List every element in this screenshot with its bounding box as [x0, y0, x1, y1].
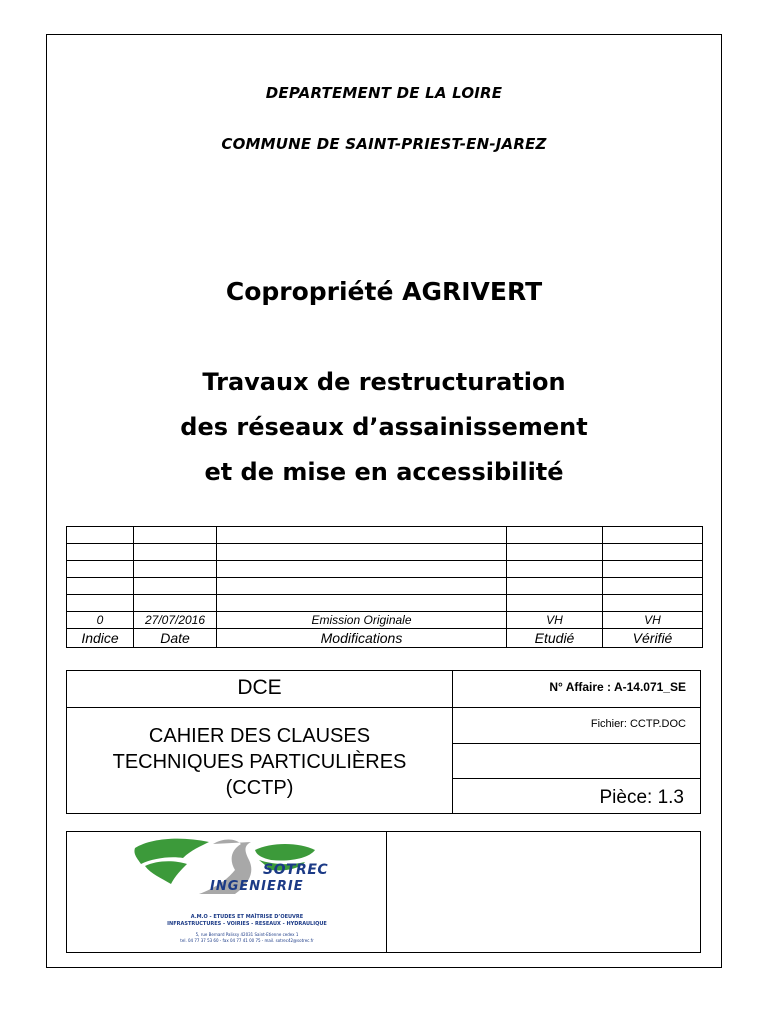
revision-empty-row: [67, 578, 703, 595]
divider: [67, 707, 700, 708]
logo-tagline: A.M.O - ETUDES ET MAÎTRISE D’OEUVRE: [190, 914, 304, 920]
subtitle-line-2: des réseaux d’assainissement: [180, 413, 588, 441]
revision-header-row: [67, 629, 703, 648]
revision-etudie: VH: [507, 612, 603, 629]
logo-address: 5, rue Bernard Palissy 42031 Saint-Etienne cedex 1: [195, 932, 299, 937]
divider: [386, 832, 387, 952]
document-type: [67, 723, 452, 801]
document-type-line-1: CAHIER DES CLAUSES: [148, 725, 371, 747]
logo-brand-sotrec: SOTREC: [263, 862, 329, 878]
piece-number: Pièce: 1.3: [599, 787, 684, 808]
revision-row: [67, 612, 703, 629]
file-name: Fichier: CCTP.DOC: [590, 718, 686, 730]
project-title: Copropriété AGRIVERT: [225, 277, 543, 306]
department-heading: DEPARTEMENT DE LA LOIRE: [265, 84, 503, 102]
revision-empty-row: [67, 527, 703, 544]
logo-box: [66, 831, 701, 953]
commune-heading: COMMUNE DE SAINT-PRIEST-EN-JAREZ: [221, 135, 547, 153]
header-etudie: Etudié: [507, 629, 603, 648]
affaire-number: N° Affaire : A-14.071_SE: [549, 680, 686, 694]
logo-tagline-services: INFRASTRUCTURES - VOIRIES - RESEAUX - HYDRAULIQUE: [167, 921, 327, 927]
revision-verifie: VH: [603, 612, 703, 629]
subtitle-line-3: et de mise en accessibilité: [204, 458, 564, 486]
divider: [452, 778, 700, 779]
revision-indice: 0: [67, 612, 134, 629]
document-type-line-2: TECHNIQUES PARTICULIÈRES: [112, 751, 407, 773]
logo-brand-ingenierie: INGENIERIE: [210, 879, 304, 894]
revision-table: [66, 526, 703, 648]
header-modifications: Modifications: [217, 629, 507, 648]
logo-contact: tel. 04 77 37 53 60 - fax 04 77 41 00 75 - mail. sotrec42@sotrec.fr: [180, 938, 314, 943]
revision-empty-row: [67, 544, 703, 561]
header-date: Date: [134, 629, 217, 648]
divider: [452, 671, 453, 813]
revision-date: 27/07/2016: [134, 612, 217, 629]
revision-modification: Emission Originale: [217, 612, 507, 629]
page-frame: [46, 34, 722, 968]
document-type-line-3: (CCTP): [225, 777, 294, 799]
phase-label: DCE: [237, 676, 282, 699]
revision-empty-row: [67, 595, 703, 612]
divider: [452, 743, 700, 744]
document-info-box: [66, 670, 701, 814]
revision-empty-row: [67, 561, 703, 578]
header-indice: Indice: [67, 629, 134, 648]
header-verifie: Vérifié: [603, 629, 703, 648]
subtitle-line-1: Travaux de restructuration: [202, 368, 566, 396]
